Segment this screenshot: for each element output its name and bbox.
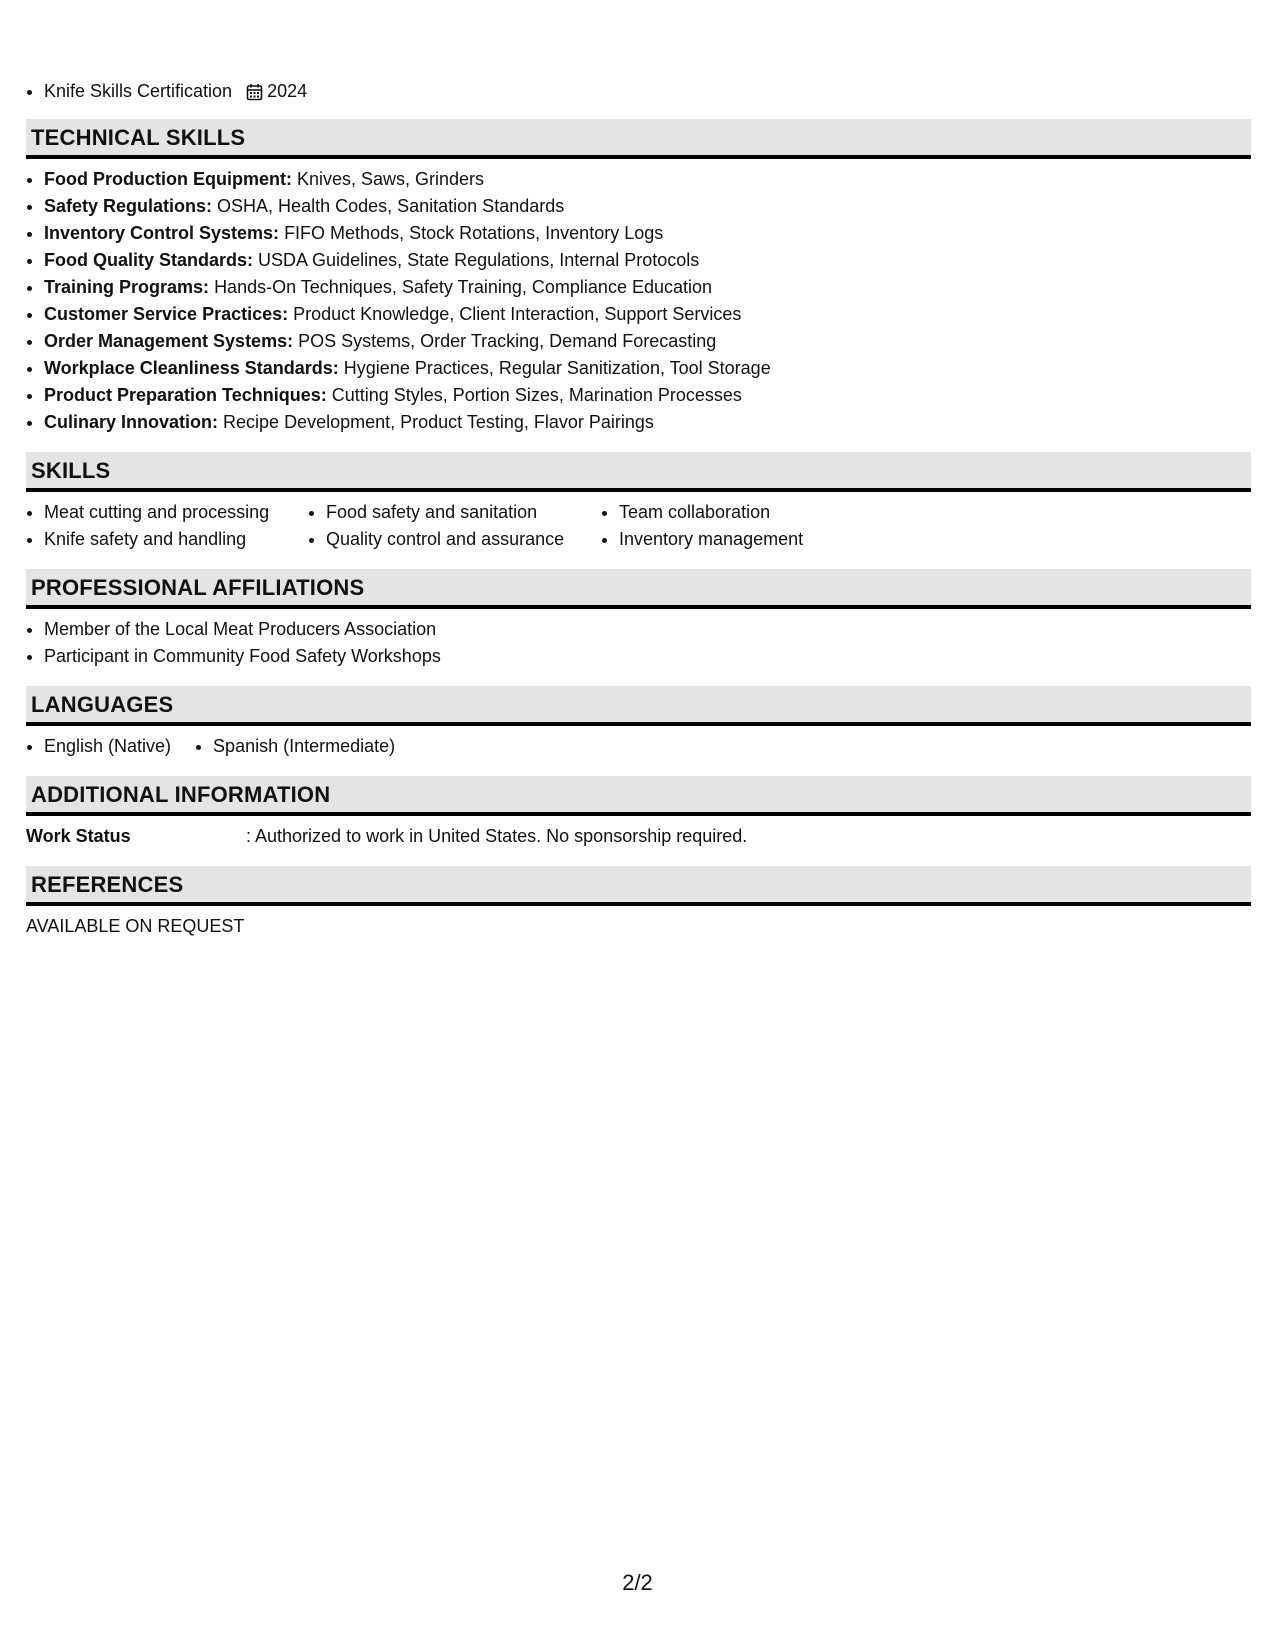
certification-name: Knife Skills Certification <box>44 81 233 101</box>
section-heading-skills: SKILLS <box>26 452 1251 492</box>
work-status-value: : Authorized to work in United States. No sponsorship required. <box>246 826 748 846</box>
certification-year: 2024 <box>267 81 308 101</box>
skill-value: OSHA, Health Codes, Sanitation Standards <box>217 196 565 216</box>
technical-skill-item <box>26 409 1251 436</box>
skill-value: Knives, Saws, Grinders <box>296 169 485 189</box>
skill-value: FIFO Methods, Stock Rotations, Inventory Logs <box>284 223 664 243</box>
technical-skill-item <box>26 247 1251 274</box>
skill-label: Inventory Control Systems: <box>44 223 280 243</box>
technical-skill-item <box>26 355 1251 382</box>
skill-item: Quality control and assurance <box>308 526 601 553</box>
certification-item <box>26 78 1251 105</box>
technical-skill-item <box>26 220 1251 247</box>
skills-column <box>308 499 601 553</box>
calendar-icon <box>246 83 263 101</box>
skill-value: Hands-On Techniques, Safety Training, Compliance Education <box>214 277 713 297</box>
work-status-label: Work Status <box>26 826 131 846</box>
skills-column <box>26 499 308 553</box>
skill-value: POS Systems, Order Tracking, Demand Forecasting <box>298 331 717 351</box>
skill-value: Product Knowledge, Client Interaction, Support Services <box>293 304 742 324</box>
section-heading-technical-skills: TECHNICAL SKILLS <box>26 119 1251 159</box>
technical-skill-item <box>26 382 1251 409</box>
technical-skill-item <box>26 274 1251 301</box>
skill-label: Workplace Cleanliness Standards: <box>44 358 339 378</box>
skill-label: Customer Service Practices: <box>44 304 289 324</box>
skill-item: Knife safety and handling <box>26 526 308 553</box>
technical-skill-item <box>26 328 1251 355</box>
affiliation-item: Participant in Community Food Safety Workshops <box>26 643 1251 670</box>
certifications-list <box>26 78 1251 105</box>
skill-value: Hygiene Practices, Regular Sanitization, Tool Storage <box>343 358 771 378</box>
skill-value: Recipe Development, Product Testing, Flavor Pairings <box>223 412 654 432</box>
skills-column <box>601 499 901 553</box>
certification-date <box>246 78 307 105</box>
language-item: English (Native) <box>26 733 171 760</box>
skill-item: Meat cutting and processing <box>26 499 308 526</box>
work-status-row <box>26 823 1251 850</box>
skill-label: Safety Regulations: <box>44 196 213 216</box>
resume-content <box>26 78 1251 940</box>
skill-label: Order Management Systems: <box>44 331 294 351</box>
languages-list <box>26 733 1251 760</box>
skill-label: Food Quality Standards: <box>44 250 254 270</box>
skill-value: USDA Guidelines, State Regulations, Internal Protocols <box>258 250 700 270</box>
skill-label: Product Preparation Techniques: <box>44 385 327 405</box>
technical-skill-item <box>26 193 1251 220</box>
section-heading-languages: LANGUAGES <box>26 686 1251 726</box>
references-text: AVAILABLE ON REQUEST <box>26 916 245 936</box>
skill-label: Training Programs: <box>44 277 210 297</box>
page-number: 2/2 <box>622 1570 653 1595</box>
technical-skills-list <box>26 166 1251 436</box>
skill-label: Culinary Innovation: <box>44 412 219 432</box>
skill-item: Inventory management <box>601 526 901 553</box>
section-heading-affiliations: PROFESSIONAL AFFILIATIONS <box>26 569 1251 609</box>
affiliation-item: Member of the Local Meat Producers Association <box>26 616 1251 643</box>
language-item: Spanish (Intermediate) <box>195 733 395 760</box>
skills-columns <box>26 499 1251 553</box>
affiliations-list <box>26 616 1251 670</box>
skill-item: Team collaboration <box>601 499 901 526</box>
skill-item: Food safety and sanitation <box>308 499 601 526</box>
section-heading-additional-info: ADDITIONAL INFORMATION <box>26 776 1251 816</box>
technical-skill-item <box>26 166 1251 193</box>
section-heading-references: REFERENCES <box>26 866 1251 906</box>
technical-skill-item <box>26 301 1251 328</box>
skill-value: Cutting Styles, Portion Sizes, Marination Processes <box>331 385 742 405</box>
skill-label: Food Production Equipment: <box>44 169 292 189</box>
